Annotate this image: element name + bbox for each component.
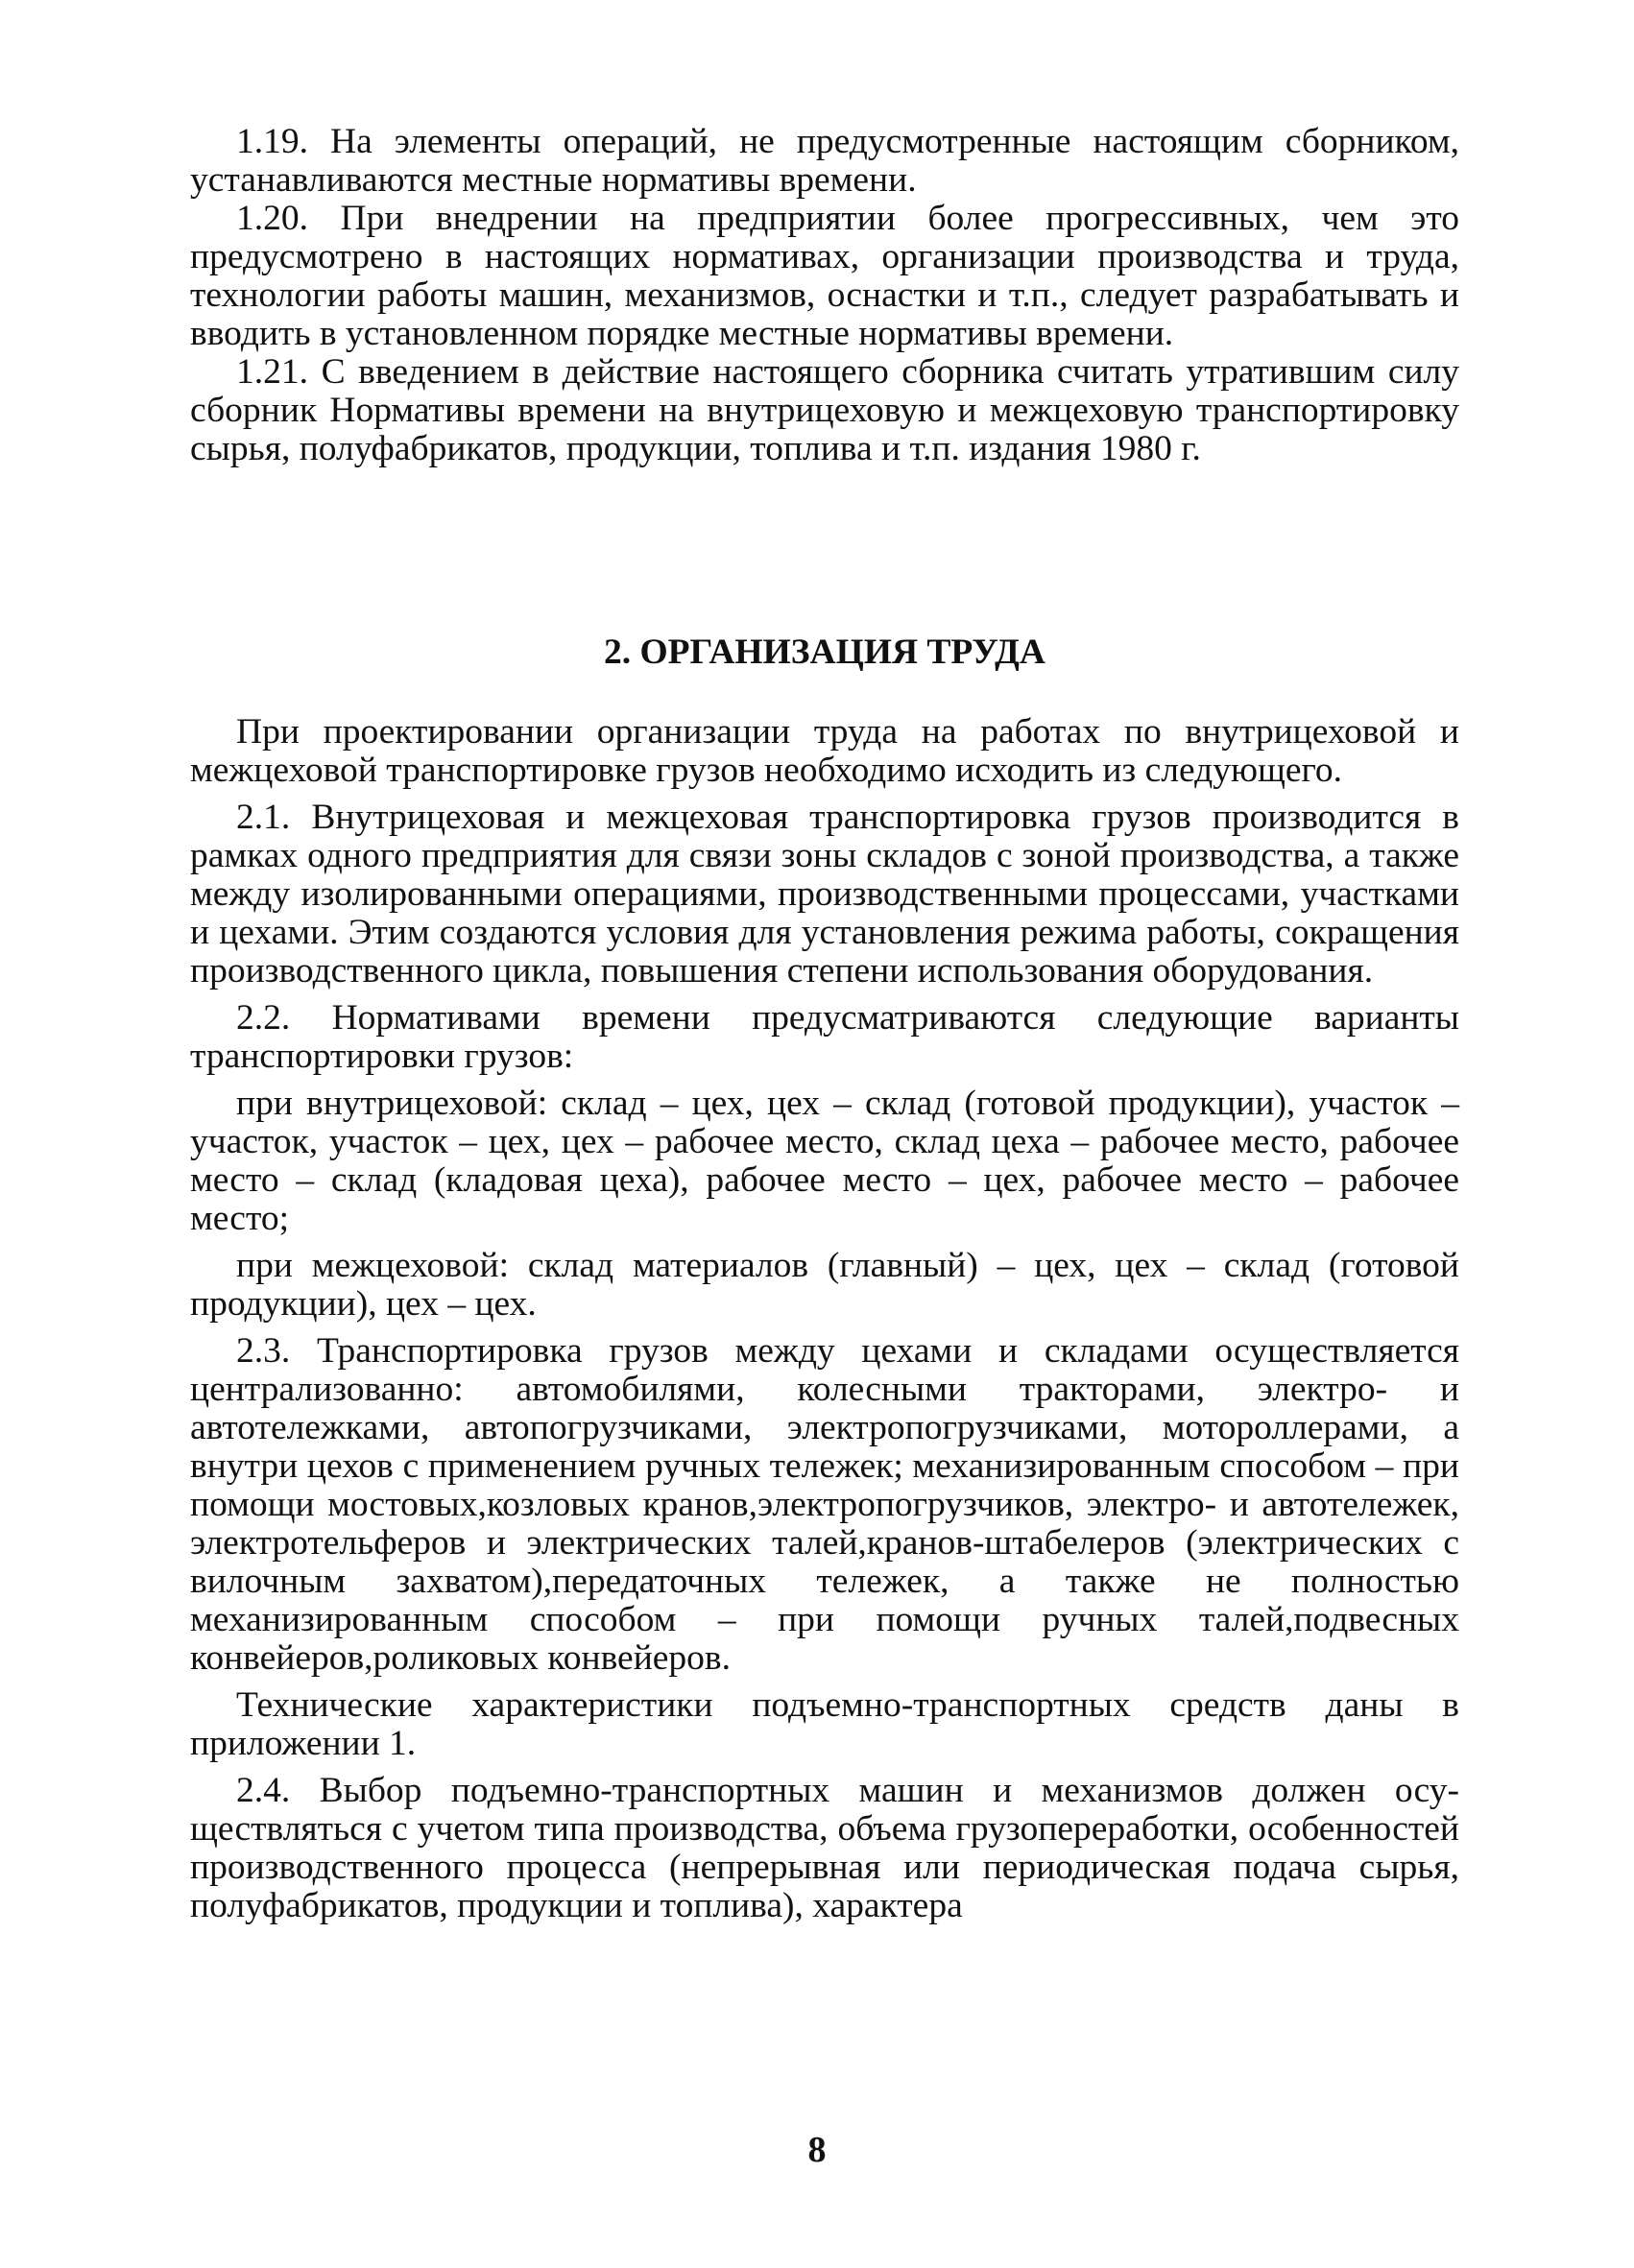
paragraph-2-4: 2.4. Выбор подъемно-транспортных машин и механизмов должен осуществляться с учетом типа производства, объема грузопереработки, особенностей производственного процесса (непрерывная или периодическая подача сырья, полуфабрикатов, продукции и топлива), характера (190, 1771, 1459, 1925)
paragraph-2-2: 2.2. Нормативами времени предусматриваются следующие варианты транспортировки грузов: (190, 998, 1459, 1076)
paragraph-tech-characteristics: Технические характеристики подъемно-транспортных средств даны в приложении 1. (190, 1685, 1459, 1763)
section-2-heading: 2. ОРГАНИЗАЦИЯ ТРУДА (603, 633, 1046, 672)
paragraph-2-3: 2.3. Транспортировка грузов между цехами и складами осуществляется централизованно: автомобилями, колесными тракторами, электро- и автотележками, автопогрузчиками, электропогрузчиками, мотороллерами, а внутри цехов с применением ручных тележек; механизированным способом – при помощи мостовых,козловых кранов,электропогрузчиков, электро- и автотележек, электротельферов и электрических талей,кранов-штабелеров (электрических с вилочным захватом),передаточных тележек, а также не полностью механизированным способом – при помощи ручных талей,подвесных конвейеров,роликовых конвейеров. (190, 1331, 1459, 1678)
paragraph-2-1: 2.1. Внутрицеховая и межцеховая транспортировка грузов производится в рамках одного предприятия для связи зоны складов с зоной производства, а также между изолированными операциями, производственными процессами, участками и цехами. Этим создаются условия для установления режима работы, сокращения производственного цикла, повышения степени использования оборудования. (190, 798, 1459, 991)
page-number: 8 (807, 2130, 827, 2170)
paragraph-1-20: 1.20. При внедрении на предприятии более прогрессивных, чем это предусмотрено в настоящих нормативах, организации производства и труда, технологии работы машин, механизмов, оснастки и т.п., следует разрабатывать и вводить в установленном порядке местные нормативы времени. (190, 199, 1459, 353)
section-1-continuation (190, 123, 1459, 468)
paragraph-intershop-variants: при межцеховой: склад материалов (главный) – цех, цех – склад (готовой продукции), цех – цех. (190, 1246, 1459, 1324)
section-2-body (190, 713, 1459, 1925)
paragraph-1-19: 1.19. На элементы операций, не предусмотренные настоящим сборником, устанавливаются местные нормативы времени. (190, 122, 1459, 200)
paragraph-intrashop-variants: при внутрицеховой: склад – цех, цех – склад (готовой продукции), участок – участок, участок – цех, цех – рабочее место, склад цеха – рабочее место, рабочее место – склад (кладовая цеха), рабочее место – цех, рабочее место – рабочее место; (190, 1084, 1459, 1238)
paragraph-1-21: 1.21. С введением в действие настоящего сборника считать утратившим силу сборник Нормативы времени на внутрицеховую и межцеховую транспортировку сырья, полуфабрикатов, продукции, топлива и т.п. издания 1980 г. (190, 352, 1459, 468)
paragraph-intro: При проектировании организации труда на работах по внутрицеховой и межцеховой транспортировке грузов необходимо исходить из следующего. (190, 712, 1459, 790)
